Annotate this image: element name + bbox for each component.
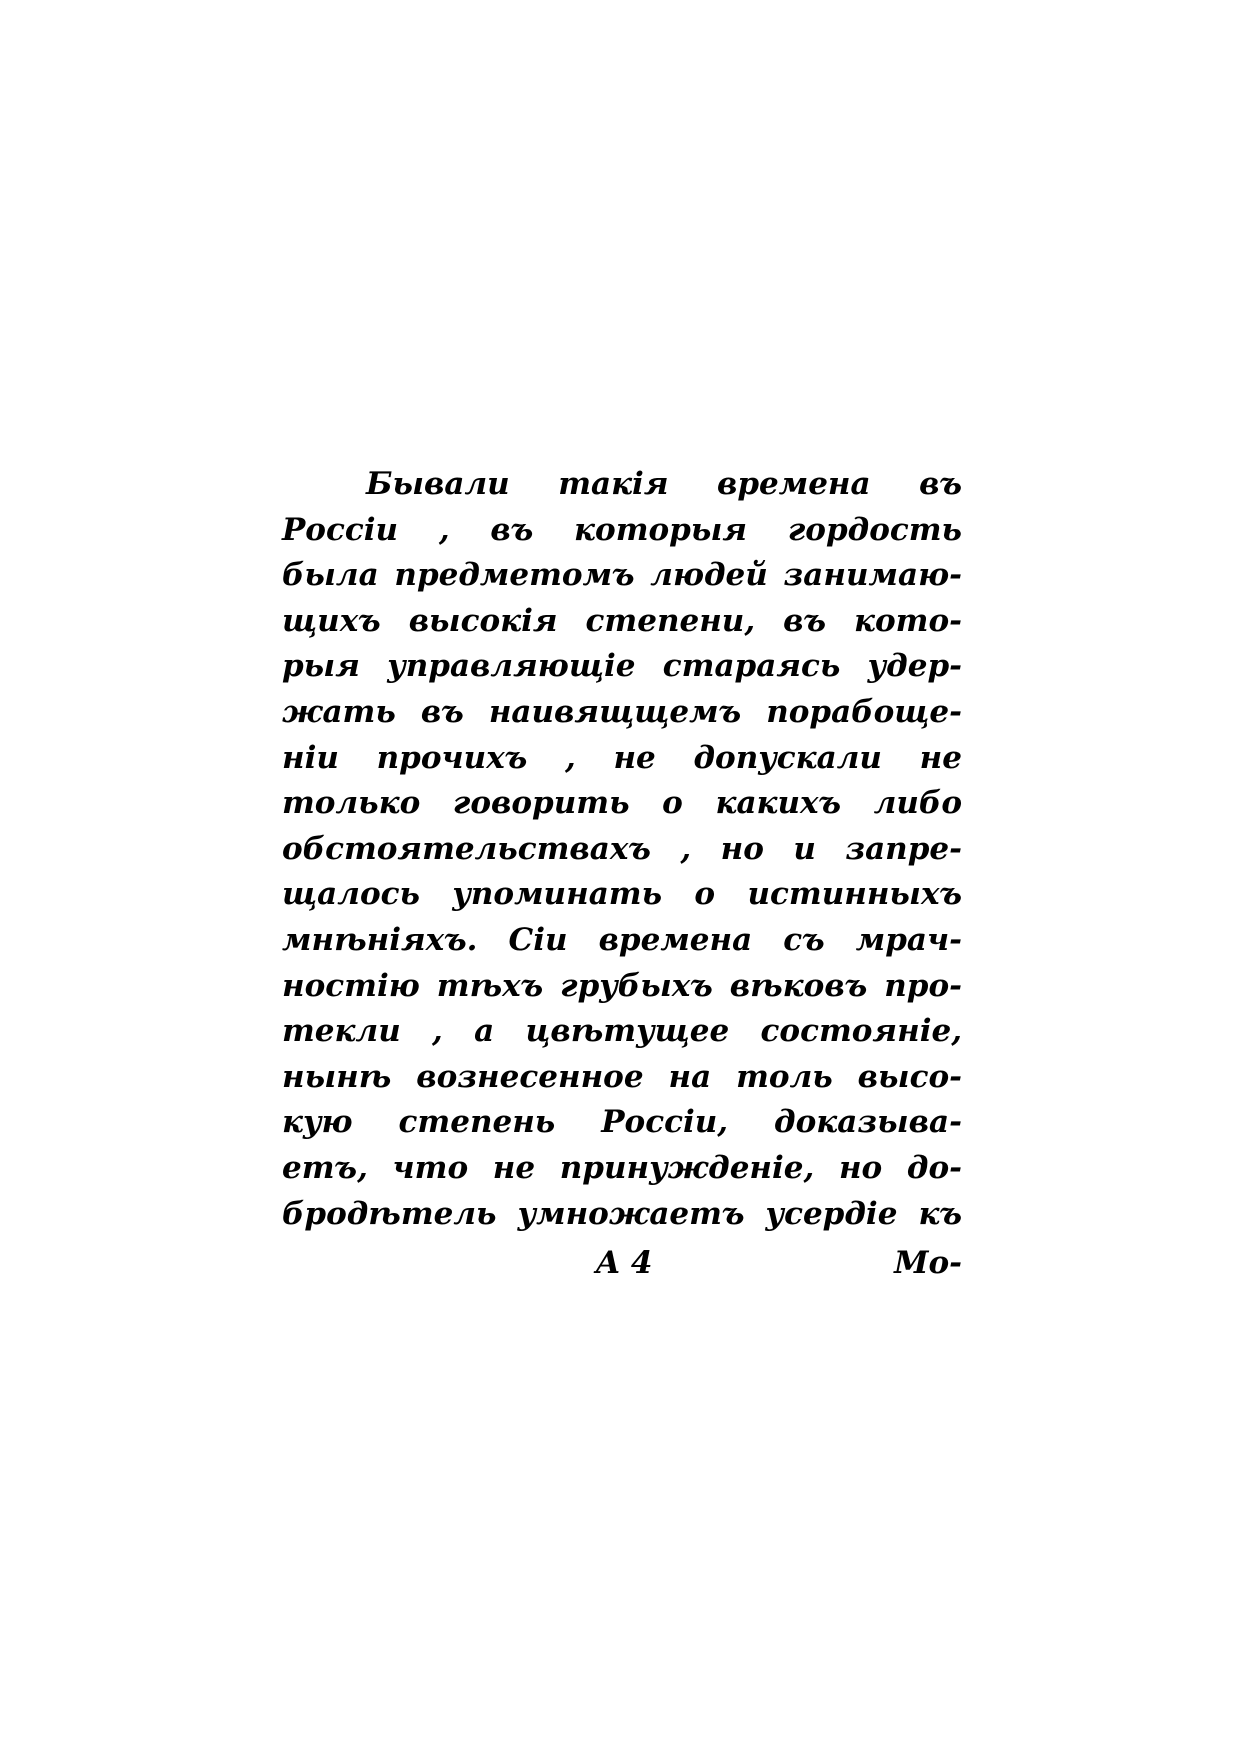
text-line: кую степень Россіи, доказыва-: [282, 1104, 962, 1141]
signature-mark: A 4: [596, 1245, 653, 1281]
catchword: Мо-: [894, 1245, 962, 1281]
page-footer: [282, 1245, 962, 1295]
text-line: щихъ высокія степени, въ кото-: [282, 602, 962, 639]
text-line: Россіи , въ которыя гордость: [282, 511, 962, 548]
text-line: обстоятельствахъ , но и запре-: [282, 830, 962, 867]
text-line: жать въ наивящщемъ порабоще-: [282, 693, 962, 730]
text-line: ностію тѣхъ грубыхъ вѣковъ про-: [282, 967, 962, 1004]
text-line: бродѣтель умножаетъ усердіе къ: [282, 1195, 962, 1232]
text-line: нынѣ вознесенное на толь высо-: [282, 1058, 962, 1095]
text-line: только говорить о какихъ либо: [282, 785, 962, 822]
text-line: мнѣніяхъ. Сіи времена съ мрач-: [282, 921, 962, 958]
text-line: щалось упоминать о истинныхъ: [282, 876, 962, 913]
text-line: текли , а цвѣтущее состояніе,: [282, 1013, 962, 1050]
text-line: рыя управляющіе стараясь удер-: [282, 648, 962, 685]
text-line: была предметомъ людей занимаю-: [282, 557, 962, 594]
text-line: Бывали такія времена въ: [366, 466, 962, 502]
text-line: етъ, что не принужденіе, но до-: [282, 1149, 962, 1186]
text-line: ніи прочихъ , не допускали не: [282, 739, 962, 776]
body-text: [282, 462, 962, 1237]
